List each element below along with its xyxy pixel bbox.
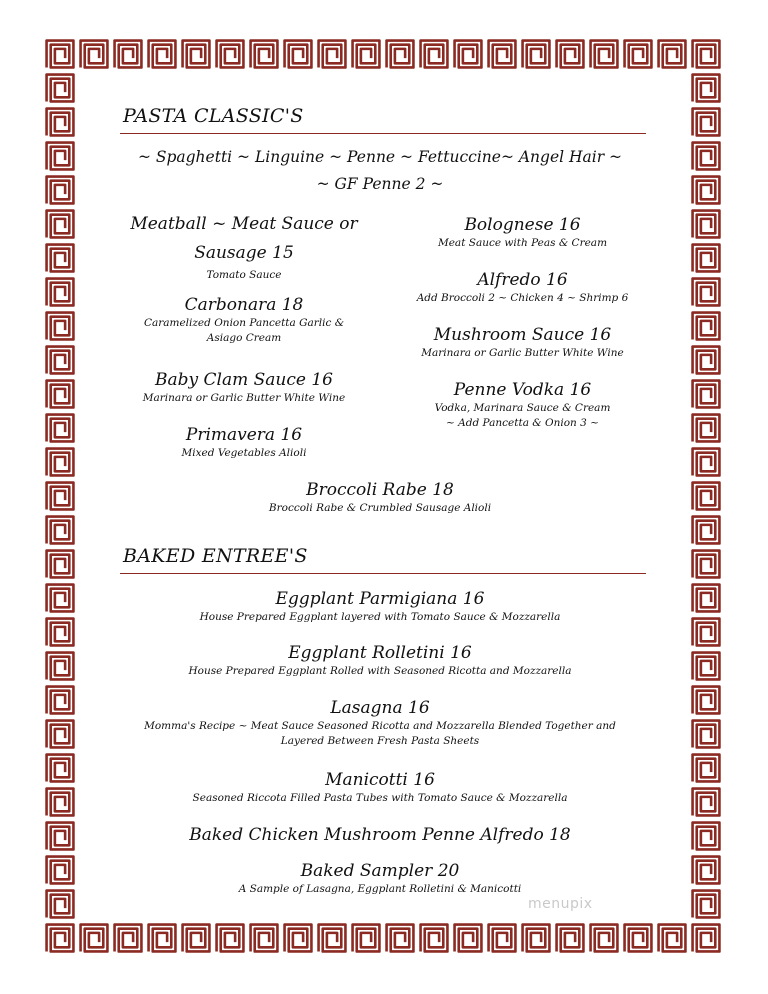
spiral-tile-icon [353,41,380,68]
spiral-tile-icon [47,891,74,918]
spiral-tile-icon [81,925,108,952]
baked-item-desc: Seasoned Riccota Filled Pasta Tubes with Tomato Sauce & Mozzarella [192,792,568,804]
spiral-tile-icon [693,41,720,68]
spiral-tile-icon [693,143,720,170]
spiral-tile-icon [47,483,74,510]
pasta-item-name: Broccoli Rabe 18 [306,480,454,500]
spiral-tile-icon [693,313,720,340]
pasta-item [400,214,645,251]
spiral-tile-icon [693,381,720,408]
pasta-item [120,424,368,461]
spiral-tile-icon [285,41,312,68]
baked-item-name: Lasagna 16 [330,698,430,718]
spiral-tile-icon [149,41,176,68]
spiral-tile-icon [251,925,278,952]
spiral-tile-icon [421,41,448,68]
pasta-item-desc: Caramelized Onion Pancetta Garlic & Asiago Cream [143,317,345,344]
spiral-tile-icon [693,585,720,612]
spiral-tile-icon [319,41,346,68]
spiral-tile-icon [251,41,278,68]
spiral-tile-icon [489,41,516,68]
baked-item-name: Baked Chicken Mushroom Penne Alfredo 18 [189,825,571,845]
spiral-tile-icon [693,551,720,578]
pasta-shapes-line-1: ~ Spaghetti ~ Linguine ~ Penne ~ Fettuccine~ Angel Hair ~ [137,148,623,166]
spiral-tile-icon [47,381,74,408]
pasta-item [120,369,368,406]
spiral-tile-icon [489,925,516,952]
spiral-tile-icon [47,653,74,680]
spiral-tile-icon [47,177,74,204]
baked-section-rule [120,573,646,574]
spiral-tile-icon [557,41,584,68]
pasta-item-desc: Marinara or Garlic Butter White Wine [142,392,346,404]
spiral-tile-icon [81,41,108,68]
spiral-tile-icon [421,925,448,952]
spiral-tile-icon [591,41,618,68]
spiral-tile-icon [693,211,720,238]
baked-item-desc-extra: Layered Between Fresh Pasta Sheets [280,735,480,747]
spiral-tile-icon [693,347,720,374]
pasta-item-name: Penne Vodka 16 [453,380,592,400]
spiral-tile-icon [591,925,618,952]
pasta-section-title: PASTA CLASSIC'S [123,105,304,127]
baked-item [100,824,660,846]
pasta-item-desc: Vodka, Marinara Sauce & Cream [434,402,611,414]
spiral-tile-icon [47,415,74,442]
baked-item-desc: House Prepared Eggplant layered with Tomato Sauce & Mozzarella [199,611,561,623]
baked-item-name: Eggplant Rolletini 16 [288,643,472,663]
spiral-tile-icon [693,925,720,952]
spiral-tile-icon [659,41,686,68]
pasta-item [120,210,368,283]
spiral-tile-icon [523,41,550,68]
pasta-item-center [100,479,660,516]
watermark-text: menupix [528,896,593,912]
baked-item [100,642,660,679]
pasta-item [120,294,368,346]
spiral-tile-icon [47,449,74,476]
spiral-tile-icon [47,517,74,544]
baked-item-desc: A Sample of Lasagna, Eggplant Rolletini & Manicotti [238,883,522,895]
pasta-item-name: Bolognese 16 [464,215,581,235]
spiral-tile-icon [285,925,312,952]
spiral-tile-icon [149,925,176,952]
spiral-tile-icon [47,551,74,578]
baked-item-desc: House Prepared Eggplant Rolled with Seasoned Ricotta and Mozzarella [188,665,572,677]
pasta-item-desc: Broccoli Rabe & Crumbled Sausage Alioli [268,502,492,514]
pasta-item-desc: Mixed Vegetables Alioli [181,447,307,459]
spiral-tile-icon [115,925,142,952]
spiral-tile-icon [217,41,244,68]
pasta-item [400,324,645,361]
baked-item-name: Baked Sampler 20 [300,861,460,881]
spiral-tile-icon [455,925,482,952]
spiral-tile-icon [625,925,652,952]
pasta-item-desc: Add Broccoli 2 ~ Chicken 4 ~ Shrimp 6 [416,292,629,304]
pasta-item [400,379,645,431]
pasta-item-name: Baby Clam Sauce 16 [155,370,333,390]
spiral-tile-icon [47,789,74,816]
spiral-tile-icon [47,347,74,374]
baked-item-name: Eggplant Parmigiana 16 [275,589,485,609]
spiral-tile-icon [455,41,482,68]
spiral-tile-icon [319,925,346,952]
spiral-tile-icon [47,279,74,306]
spiral-tile-icon [47,75,74,102]
spiral-tile-icon [115,41,142,68]
pasta-item-name: Meatball ~ Meat Sauce or Sausage 15 [130,214,358,263]
spiral-tile-icon [693,415,720,442]
baked-item [100,769,660,806]
spiral-tile-icon [47,721,74,748]
spiral-tile-icon [523,925,550,952]
pasta-section-rule [120,133,646,134]
spiral-tile-icon [217,925,244,952]
spiral-tile-icon [693,449,720,476]
spiral-tile-icon [693,857,720,884]
baked-section-title: BAKED ENTREE'S [123,545,308,567]
spiral-tile-icon [47,857,74,884]
spiral-tile-icon [47,755,74,782]
spiral-tile-icon [47,41,74,68]
spiral-tile-icon [693,75,720,102]
baked-item [100,697,660,749]
spiral-tile-icon [47,585,74,612]
spiral-tile-icon [47,245,74,272]
spiral-tile-icon [693,279,720,306]
spiral-tile-icon [387,925,414,952]
spiral-tile-icon [47,211,74,238]
spiral-tile-icon [693,823,720,850]
spiral-tile-icon [693,891,720,918]
spiral-tile-icon [47,925,74,952]
baked-item-desc: Momma's Recipe ~ Meat Sauce Seasoned Ricotta and Mozzarella Blended Together and [144,720,616,732]
pasta-item-desc: Meat Sauce with Peas & Cream [437,237,608,249]
spiral-tile-icon [47,143,74,170]
pasta-item-name: Alfredo 16 [477,270,568,290]
spiral-tile-icon [693,517,720,544]
baked-item [100,860,660,897]
spiral-tile-icon [659,925,686,952]
spiral-tile-icon [47,619,74,646]
spiral-tile-icon [557,925,584,952]
spiral-tile-icon [47,109,74,136]
pasta-item-name: Mushroom Sauce 16 [433,325,612,345]
baked-item-name: Manicotti 16 [325,770,435,790]
baked-item [100,588,660,625]
pasta-item-name: Carbonara 18 [184,295,304,315]
spiral-tile-icon [387,41,414,68]
spiral-tile-icon [625,41,652,68]
pasta-item-name: Primavera 16 [185,425,303,445]
spiral-tile-icon [693,483,720,510]
spiral-tile-icon [693,177,720,204]
pasta-item [400,269,645,306]
spiral-tile-icon [693,245,720,272]
spiral-tile-icon [47,313,74,340]
spiral-tile-icon [693,721,720,748]
spiral-tile-icon [693,109,720,136]
spiral-tile-icon [183,925,210,952]
pasta-item-desc-extra: ~ Add Pancetta & Onion 3 ~ [446,417,599,429]
spiral-tile-icon [693,789,720,816]
menu-content [100,100,660,900]
spiral-tile-icon [693,619,720,646]
spiral-tile-icon [693,653,720,680]
spiral-tile-icon [693,687,720,714]
spiral-tile-icon [183,41,210,68]
pasta-item-desc: Marinara or Garlic Butter White Wine [421,347,624,359]
spiral-tile-icon [47,687,74,714]
pasta-item-desc: Tomato Sauce [206,269,282,281]
spiral-tile-icon [353,925,380,952]
pasta-shapes-line-2: ~ GF Penne 2 ~ [316,175,444,193]
spiral-tile-icon [693,755,720,782]
spiral-tile-icon [47,823,74,850]
